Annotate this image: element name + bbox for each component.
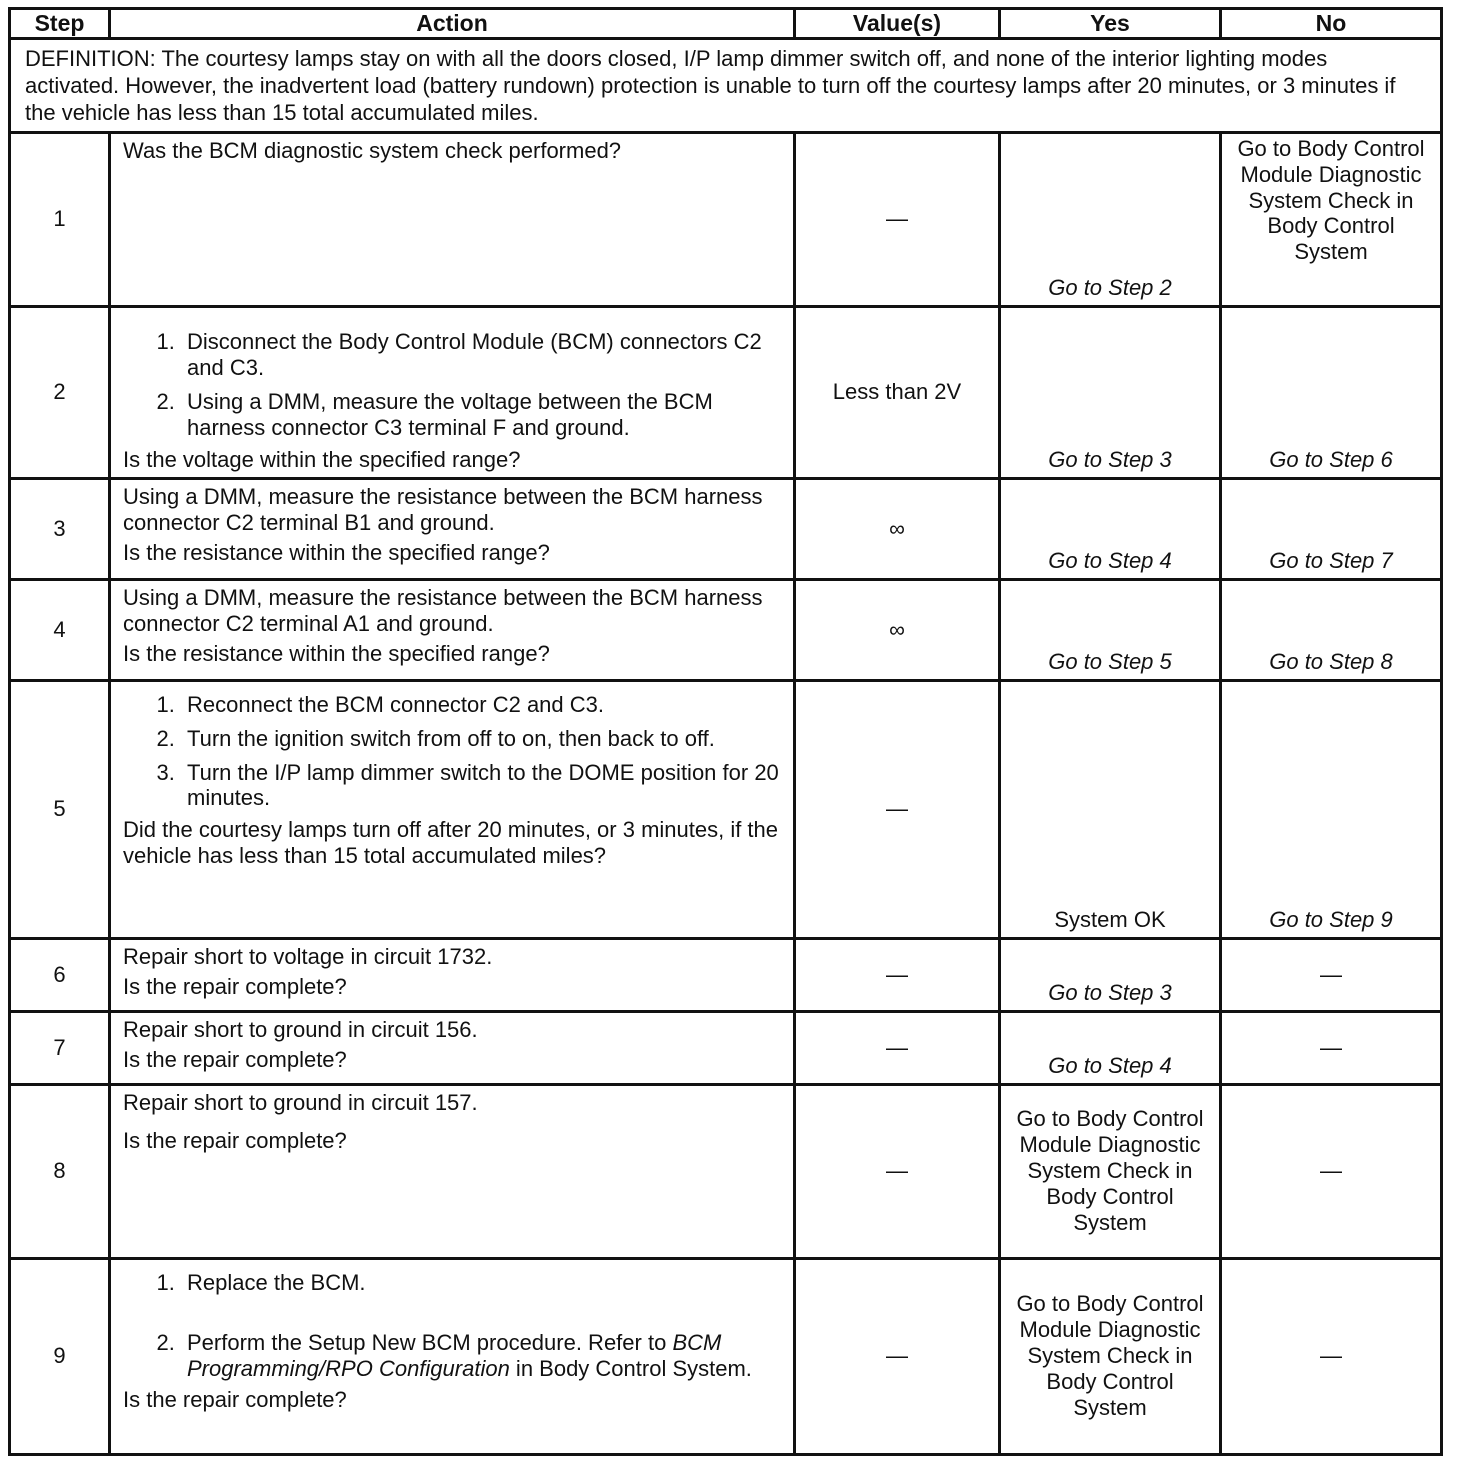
no-result: Go to Step 6 [1221,306,1442,478]
yes-result: Go to Body Control Module Diagnostic System Check in Body Control System [1000,1258,1221,1454]
action-step-item: 2. Turn the ignition switch from off to on, then back to off. [181,726,783,752]
value-cell: — [795,680,1000,938]
yes-result: Go to Step 2 [1000,132,1221,306]
action-reference-tail: in Body Control System. [509,1355,752,1381]
diagnostic-table [8,7,1443,1456]
header-row [10,9,1442,39]
action-step-item: 1. Replace the BCM. [181,1270,783,1296]
value-cell: — [795,132,1000,306]
value-cell: Less than 2V [795,306,1000,478]
step-number: 3 [10,478,110,579]
yes-result: System OK [1000,680,1221,938]
action-cell [110,680,795,938]
header-value: Value(s) [795,9,1000,39]
table-row-step-4 [10,579,1442,680]
action-cell [110,938,795,1011]
value-cell: — [795,1084,1000,1258]
action-reference: BCM Programming/RPO Configuration [187,1329,722,1381]
definition-text: DEFINITION: The courtesy lamps stay on with all the doors closed, I/P lamp dimmer switch off, and none of the interior lighting modes activated. However, the inadvertent load (battery rundown) protection is unable to turn off the courtesy lamps after 20 minutes, or 3 minutes if the vehicle has less than 15 total accumulated miles. [10,39,1442,132]
action-cell [110,579,795,680]
action-cell [110,306,795,478]
action-steps-list [123,329,783,441]
yes-result: Go to Step 5 [1000,579,1221,680]
no-result: Go to Step 7 [1221,478,1442,579]
table-row-step-9 [10,1258,1442,1454]
value-cell: ∞ [795,579,1000,680]
action-question: Is the resistance within the specified range? [123,640,550,666]
no-result: Go to Body Control Module Diagnostic System Check in Body Control System [1221,132,1442,306]
action-question: Is the repair complete? [123,973,347,999]
action-step-item [181,1330,783,1382]
value-cell: — [795,1258,1000,1454]
table-row-step-2 [10,306,1442,478]
action-question: Is the repair complete? [123,1387,347,1413]
action-steps-list [123,1270,783,1382]
value-cell: — [795,1011,1000,1084]
no-result: — [1221,1258,1442,1454]
step-number: 9 [10,1258,110,1454]
yes-result: Go to Step 4 [1000,478,1221,579]
action-question: Is the voltage within the specified range? [123,446,521,472]
action-text: Using a DMM, measure the resistance between the BCM harness connector C2 terminal A1 and ground. [123,584,763,636]
header-no: No [1221,9,1442,39]
action-cell [110,1011,795,1084]
header-action: Action [110,9,795,39]
no-result: — [1221,1084,1442,1258]
table-row-step-6 [10,938,1442,1011]
action-cell [110,1258,795,1454]
table-row-step-1 [10,132,1442,306]
action-step-item: 1. Reconnect the BCM connector C2 and C3. [181,692,783,718]
action-step-item: 1. Disconnect the Body Control Module (BCM) connectors C2 and C3. [181,329,783,381]
action-step-item: 2. Using a DMM, measure the voltage between the BCM harness connector C3 terminal F and ground. [181,389,783,441]
yes-result: Go to Step 3 [1000,306,1221,478]
step-number: 7 [10,1011,110,1084]
action-text: Repair short to ground in circuit 157. [123,1089,478,1115]
action-cell [110,132,795,306]
action-text: Using a DMM, measure the resistance between the BCM harness connector C2 terminal B1 and ground. [123,483,763,535]
action-question: Did the courtesy lamps turn off after 20 minutes, or 3 minutes, if the vehicle has less than 15 total accumulated miles? [123,817,779,869]
yes-result: Go to Step 3 [1000,938,1221,1011]
table-row-step-5 [10,680,1442,938]
header-yes: Yes [1000,9,1221,39]
header-step: Step [10,9,110,39]
table-row-step-8 [10,1084,1442,1258]
action-step-item: 3. Turn the I/P lamp dimmer switch to the DOME position for 20 minutes. [181,760,783,812]
value-cell: ∞ [795,478,1000,579]
action-question: Is the resistance within the specified range? [123,539,550,565]
action-step-text: Perform the Setup New BCM procedure. Refer to [187,1329,667,1355]
value-cell: — [795,938,1000,1011]
step-number: 6 [10,938,110,1011]
no-result: Go to Step 8 [1221,579,1442,680]
yes-result: Go to Step 4 [1000,1011,1221,1084]
no-result: — [1221,938,1442,1011]
table-row-step-7 [10,1011,1442,1084]
step-number: 1 [10,132,110,306]
no-result: — [1221,1011,1442,1084]
diagnostic-table-page [8,7,1440,1456]
action-question: Is the repair complete? [123,1046,347,1072]
step-number: 5 [10,680,110,938]
action-text: Repair short to voltage in circuit 1732. [123,943,493,969]
table-row-step-3 [10,478,1442,579]
action-cell [110,478,795,579]
step-number: 4 [10,579,110,680]
yes-result: Go to Body Control Module Diagnostic System Check in Body Control System [1000,1084,1221,1258]
action-text: Repair short to ground in circuit 156. [123,1016,478,1042]
definition-row [10,39,1442,132]
action-question: Is the repair complete? [123,1127,347,1153]
action-steps-list [123,692,783,812]
action-cell [110,1084,795,1258]
no-result: Go to Step 9 [1221,680,1442,938]
step-number: 8 [10,1084,110,1258]
step-number: 2 [10,306,110,478]
action-question: Was the BCM diagnostic system check performed? [123,137,622,163]
